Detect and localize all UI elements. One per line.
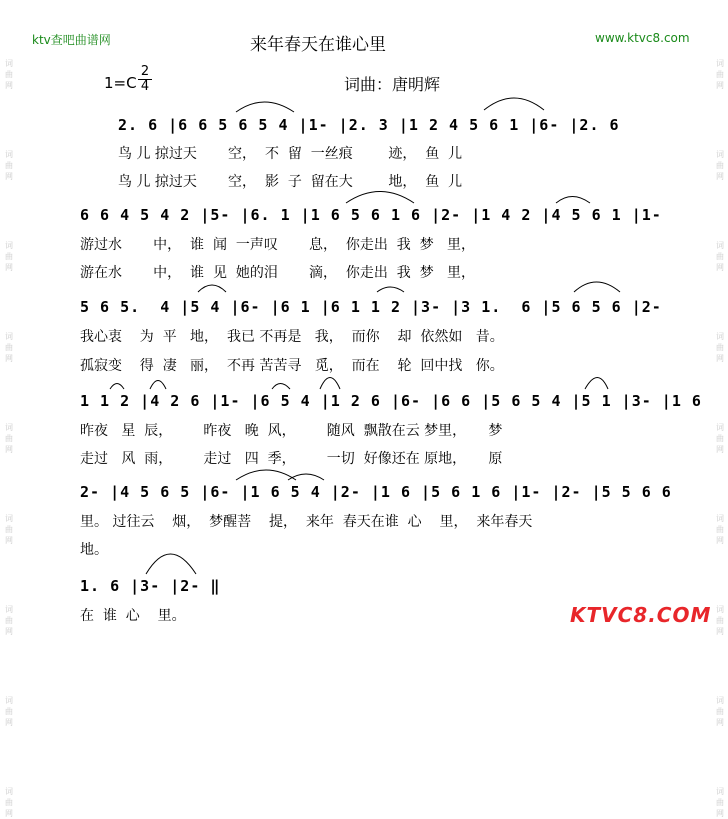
- slur-arc: [320, 378, 340, 390]
- slur-arc: [377, 287, 404, 292]
- slur-arc: [272, 384, 290, 390]
- slur-arc: [574, 282, 620, 292]
- slur-arc: [146, 554, 196, 574]
- time-signature-bottom: 4: [138, 79, 152, 94]
- site-name-left[interactable]: ktv查吧曲谱网: [32, 33, 111, 47]
- lyric-line: 里。 过往云 烟， 梦醒菩 提， 来年 春天在谁 心 里， 来年春天: [80, 514, 533, 530]
- lyric-line: 游在水 中， 谁 见 她的泪 滴， 你走出 我 梦 里，: [80, 265, 476, 281]
- notation-row: 1. 6 |3- |2- ‖: [80, 577, 221, 595]
- slur-arc: [236, 470, 296, 480]
- time-signature-top: 2: [140, 64, 150, 79]
- side-watermark-right: 词曲网 词曲网 词曲网 词曲网 词曲网 词曲网 词曲网 词曲网 词曲网: [716, 59, 724, 818]
- slur-arc: [150, 381, 166, 390]
- slur-arc: [288, 474, 324, 480]
- credits: 词曲：唐明辉: [344, 75, 441, 94]
- notation-row: 2. 6 |6 6 5 6 5 4 |1- |2. 3 |1 2 4 5 6 1 |6- |2. 6: [118, 116, 620, 134]
- lyric-line: 鸟 儿 掠过天 空， 不 留 一丝痕 迹， 鱼 儿: [118, 146, 463, 162]
- song-title: 来年春天在谁心里: [250, 35, 386, 55]
- lyric-line: 游过水 中， 谁 闻 一声叹 息， 你走出 我 梦 里，: [80, 237, 476, 253]
- slur-arc: [484, 98, 544, 110]
- key-signature: 1=C: [104, 74, 137, 92]
- ktvc8-logo[interactable]: KTVC8.COM: [570, 603, 712, 627]
- slur-arc: [236, 102, 294, 112]
- notation-row: 2- |4 5 6 5 |6- |1 6 5 4 |2- |1 6 |5 6 1 6 |1- |2- |5 5 6 6: [80, 483, 672, 501]
- lyric-line: 鸟 儿 掠过天 空， 影 子 留在大 地， 鱼 儿: [118, 174, 463, 190]
- site-url-right[interactable]: www.ktvc8.com: [595, 31, 690, 45]
- slur-arc: [198, 285, 226, 292]
- slur-arc: [110, 384, 124, 390]
- lyric-line: 地。: [80, 542, 108, 558]
- lyric-line: 我心衷 为 平 地， 我已 不再是 我， 而你 却 依然如 昔。: [80, 329, 504, 345]
- slur-arc: [585, 378, 608, 390]
- slur-arc: [346, 192, 414, 204]
- lyric-line: 昨夜 星 辰， 昨夜 晚 风， 随风 飘散在云 梦里， 梦: [80, 423, 503, 439]
- slur-arc: [556, 197, 590, 204]
- lyric-line: 走过 风 雨， 走过 四 季， 一切 好像还在 原地， 原: [80, 451, 503, 467]
- side-watermark-left: 词曲网 词曲网 词曲网 词曲网 词曲网 词曲网 词曲网 词曲网 词曲网: [5, 59, 13, 818]
- notation-row: 6 6 4 5 4 2 |5- |6. 1 |1 6 5 6 1 6 |2- |1 4 2 |4 5 6 1 |1-: [80, 206, 662, 224]
- lyric-line: 孤寂变 得 凄 丽， 不再 苦苦寻 觅， 而在 轮 回中找 你。: [80, 358, 504, 374]
- lyric-line: 在 谁 心 里。: [80, 608, 186, 624]
- notation-row: 1 1 2 |4 2 6 |1- |6 5 4 |1 2 6 |6- |6 6 |5 6 5 4 |5 1 |3- |1 6: [80, 392, 702, 410]
- notation-row: 5 6 5. 4 |5 4 |6- |6 1 |6 1 1 2 |3- |3 1. 6 |5 6 5 6 |2-: [80, 298, 662, 316]
